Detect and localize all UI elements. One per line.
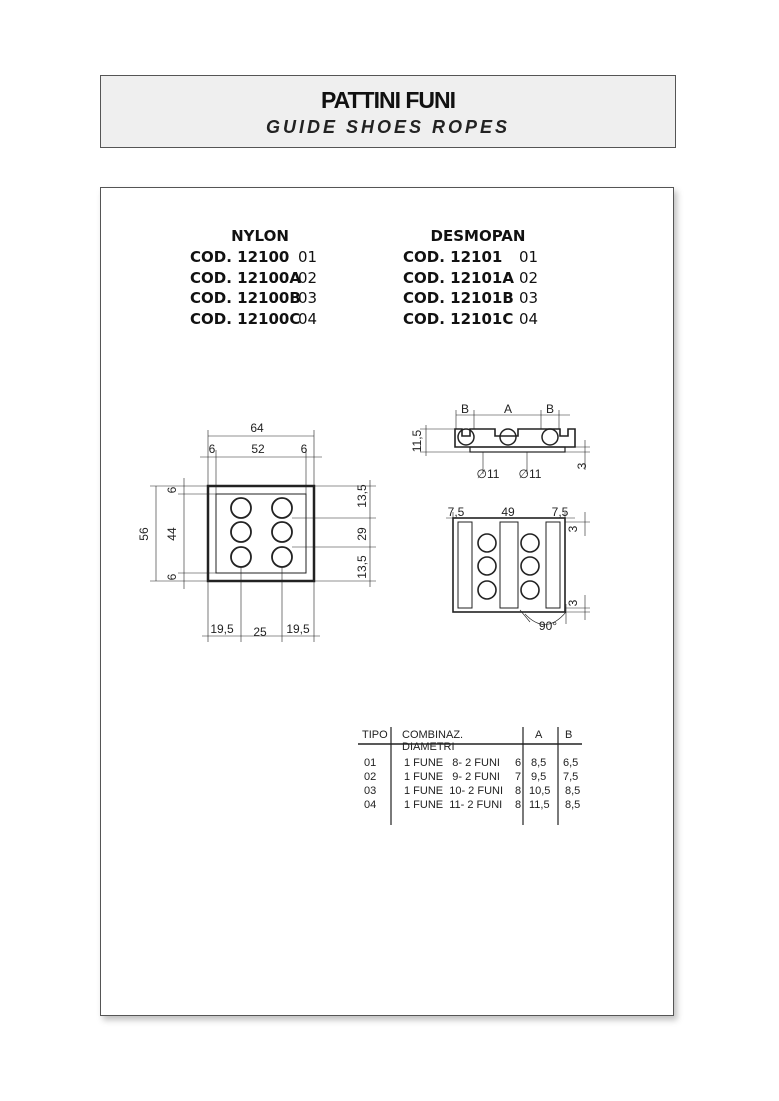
table-header-a: A — [535, 729, 543, 741]
table-cell-tipo: 04 — [364, 799, 377, 811]
hole — [272, 498, 292, 518]
type-number: 01 — [298, 248, 318, 266]
dim-inner-height: 44 — [165, 527, 179, 541]
label-b-right: B — [545, 402, 555, 416]
label-b-left: B — [460, 402, 470, 416]
code-label: COD. 12100C — [190, 309, 301, 328]
dim-right-margin: 7,5 — [551, 505, 569, 519]
dim-diameter-1: ∅11 — [476, 467, 500, 481]
code-label: COD. 12101A — [403, 268, 514, 287]
type-number: 03 — [519, 289, 539, 307]
table-cell-comb: 1 FUNE 9- 2 FUNI — [404, 771, 500, 783]
table-cell-n: 6 — [515, 757, 522, 769]
page-subtitle: GUIDE SHOES ROPES — [265, 117, 511, 137]
type-number: 03 — [298, 289, 318, 307]
hole — [272, 547, 292, 567]
hole — [231, 522, 251, 542]
table-cell-b: 7,5 — [563, 771, 579, 783]
dim-mid-width: 49 — [501, 505, 515, 519]
dim-height: 11,5 — [410, 429, 424, 453]
code-label: COD. 12100 — [190, 248, 290, 266]
desmopan-heading: DESMOPAN — [430, 227, 526, 245]
table-cell-a: 10,5 — [529, 785, 551, 797]
table-cell-comb: 1 FUNE 10- 2 FUNI — [404, 785, 504, 797]
code-label: COD. 12101 — [403, 248, 503, 266]
hole — [231, 498, 251, 518]
label-a: A — [503, 402, 513, 416]
table-cell-tipo: 02 — [364, 771, 377, 783]
dim-right-top: 3 — [566, 525, 580, 533]
dim-right-top: 13,5 — [355, 484, 369, 508]
table-cell-n: 8 — [515, 799, 522, 811]
table-header-comb: COMBINAZ. DIAMETRI — [402, 729, 464, 753]
dim-diameter-2: ∅11 — [518, 467, 542, 481]
table-cell-tipo: 03 — [364, 785, 377, 797]
dim-right-mid: 29 — [355, 527, 369, 541]
type-number: 04 — [298, 309, 318, 328]
hole — [272, 522, 292, 542]
table-cell-comb: 1 FUNE 8- 2 FUNI — [404, 757, 500, 769]
table-cell-a: 11,5 — [529, 799, 550, 811]
side-view-drawing — [420, 410, 590, 474]
code-label: COD. 12101C — [403, 309, 514, 328]
front-view-labels — [137, 421, 369, 639]
dim-right-bottom: 3 — [566, 599, 580, 607]
dim-overall-height: 56 — [137, 527, 151, 541]
outer-block — [208, 486, 314, 581]
front-view-drawing — [150, 430, 376, 642]
type-number: 02 — [298, 268, 318, 287]
dim-bottom-left: 19,5 — [210, 622, 234, 636]
type-number: 01 — [519, 248, 539, 266]
dim-side-right: 6 — [300, 442, 308, 456]
code-label: COD. 12100A — [190, 268, 301, 287]
table-cell-a: 9,5 — [531, 771, 547, 783]
dim-right-bottom: 13,5 — [355, 555, 369, 579]
hole — [231, 547, 251, 567]
dim-thickness: 3 — [575, 462, 589, 470]
table-cell-n: 8 — [515, 785, 522, 797]
code-label: COD. 12101B — [403, 289, 514, 307]
page-title: PATTINI FUNI — [320, 87, 456, 113]
table-cell-comb: 1 FUNE 11- 2 FUNI — [404, 799, 503, 811]
dim-bottom-margin: 6 — [165, 573, 179, 581]
dim-bottom-right: 19,5 — [286, 622, 310, 636]
side-view-labels — [410, 402, 589, 481]
table-cell-a: 8,5 — [531, 757, 547, 769]
table-cell-b: 8,5 — [565, 799, 581, 811]
table-header-b: B — [565, 729, 573, 741]
code-label: COD. 12100B — [190, 289, 301, 307]
type-number: 04 — [519, 309, 539, 328]
dim-inner-width: 52 — [251, 442, 265, 456]
table-header-tipo: TIPO — [362, 729, 388, 741]
nylon-heading: NYLON — [231, 227, 289, 245]
dim-overall-width: 64 — [250, 421, 264, 435]
dim-side-left: 6 — [208, 442, 216, 456]
dim-angle: 90° — [538, 619, 558, 633]
dim-bottom-mid: 25 — [253, 625, 267, 639]
table-cell-tipo: 01 — [364, 757, 377, 769]
dim-left-margin: 7,5 — [447, 505, 465, 519]
table-cell-n: 7 — [515, 771, 522, 783]
table-cell-b: 8,5 — [565, 785, 581, 797]
table-cell-b: 6,5 — [563, 757, 579, 769]
dim-top-margin: 6 — [165, 486, 179, 494]
type-number: 02 — [519, 268, 539, 287]
